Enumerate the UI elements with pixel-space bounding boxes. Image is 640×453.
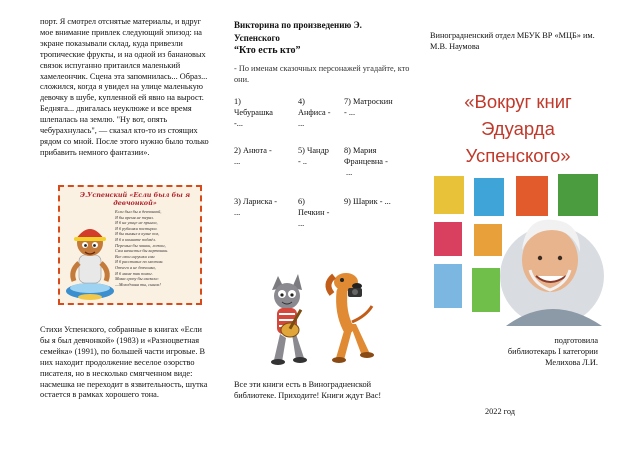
organization-name: Виноградненский отдел МБУК ВР «МЦБ» им. М.В. Наумова — [430, 31, 595, 51]
dog-with-camera-figure — [328, 273, 374, 363]
book-covers-and-author-photo-collage — [434, 172, 608, 326]
left-top-paragraph: порт. Я смотрел отснятые материалы, и вдруг мое внимание привлек следующий эпизод: на экране показывали склад, куда привезли тропические фрукты, и на одной из банановых связок испуганно притаился маленький хамелеончик. Сцена эта запомнилась... Образ... сложился, когда я увидел на улице маленькую девочку в шубе, купленной ей явно на вырост. Бедняга... двигалась неуклюже и все время шлепалась на землю. "Ну вот, опять чебурахнулась", — сказал кто-то из стоящих рядом со мной. После этого нужно было только прибавить немного фантазии». — [40, 17, 209, 157]
poem-line: Я бы вымыл в кухне пол, — [115, 231, 160, 237]
poem-line: —Молодчина ты, сынок! — [115, 281, 161, 287]
poem-line: Мама сразу бы сказала: — [115, 276, 159, 282]
prepared-by: подготовила библиотекарь I категории Мелихова Л.И. — [507, 336, 598, 367]
cartoon-cat-and-dog-illustration — [262, 262, 382, 372]
book-cover — [516, 176, 548, 216]
poem-title — [70, 191, 200, 207]
quiz-title: “Кто есть кто” — [234, 45, 301, 56]
book-cover — [472, 268, 500, 312]
quiz-item-9: 9) Шарик - ... — [344, 197, 391, 206]
quiz-header-line1: Викторина по произведению Э. — [234, 20, 362, 30]
book-cover — [558, 174, 598, 216]
poem-card — [58, 185, 202, 305]
book-cover — [434, 222, 462, 256]
boy-with-bowl-illustration — [64, 211, 116, 303]
quiz-item-7: 7) Матроскин - ... — [344, 97, 393, 117]
quiz-item-4: 4) Анфиса - ... — [298, 97, 331, 128]
left-bottom-paragraph: Стихи Успенского, собранные в книгах «Если бы я был девчонкой» (1983) и «Разноцветная семейка» (1991), по большей части игровые. В них находит продолжение веселое озорство писателя, но в несколько смягченном виде: насмешка не переходит в язвительность, шутка остается в рамках хорошего тона. — [40, 325, 208, 400]
cat-with-guitar-figure — [271, 274, 307, 365]
poem-title-text: «Если был бы я девчонкой» — [113, 191, 191, 207]
brochure-title-line: «Вокруг книг — [464, 91, 572, 112]
poem-line: Сам начистил бы картошки. — [115, 248, 169, 254]
quiz-item-6: 6) Печкин - ... — [298, 197, 330, 228]
quiz-header-line2: Успенского — [234, 33, 280, 43]
poem-line: Я б расставил по местам. — [115, 259, 164, 265]
book-cover — [434, 176, 464, 214]
quiz-item-3: 3) Лариска - ... — [234, 197, 277, 217]
poem-lines — [115, 209, 201, 287]
quiz-intro: - По именам сказочных персонажей угадайте, кто они. — [234, 64, 410, 84]
quiz-item-2: 2) Анюта - ... — [234, 146, 272, 166]
poem-line: Я бы время не терял. — [115, 214, 154, 220]
quiz-item-8: 8) Мария Францевна - ... — [344, 146, 388, 177]
book-cover — [474, 178, 504, 216]
brochure-title — [428, 88, 608, 169]
poem-line: Я б в комнате подмёл. — [115, 236, 157, 242]
poem-line: Я б маме так помог. — [115, 270, 153, 276]
poem-line: Перемыл бы чашки, ложки, — [115, 242, 166, 248]
poem-line: Если был бы я девчонкой, — [115, 209, 162, 214]
brochure-title-line: Эдуарда — [481, 118, 555, 139]
brochure-title-line: Успенского» — [465, 145, 571, 166]
poem-line: Я б рубашки постирал. — [115, 225, 158, 231]
poem-title-prefix: Э.Успенский — [79, 191, 128, 199]
quiz-header — [234, 20, 414, 57]
quiz-item-1: 1) Чебурашка -... — [234, 97, 273, 128]
year-label: 2022 год — [485, 407, 515, 416]
book-cover — [474, 224, 502, 256]
quiz-footer: Все эти книги есть в Виноградненской библиотеке. Приходите! Книги ждут Вас! — [234, 380, 382, 400]
quiz-item-5: 5) Чандр - .. — [298, 146, 329, 166]
poem-line: Все свои игрушки сам — [115, 253, 155, 259]
book-cover — [434, 264, 462, 308]
poem-line: Я б на улице не прыгал, — [115, 220, 158, 226]
poem-line: Отчего я не девчонка, — [115, 264, 156, 270]
